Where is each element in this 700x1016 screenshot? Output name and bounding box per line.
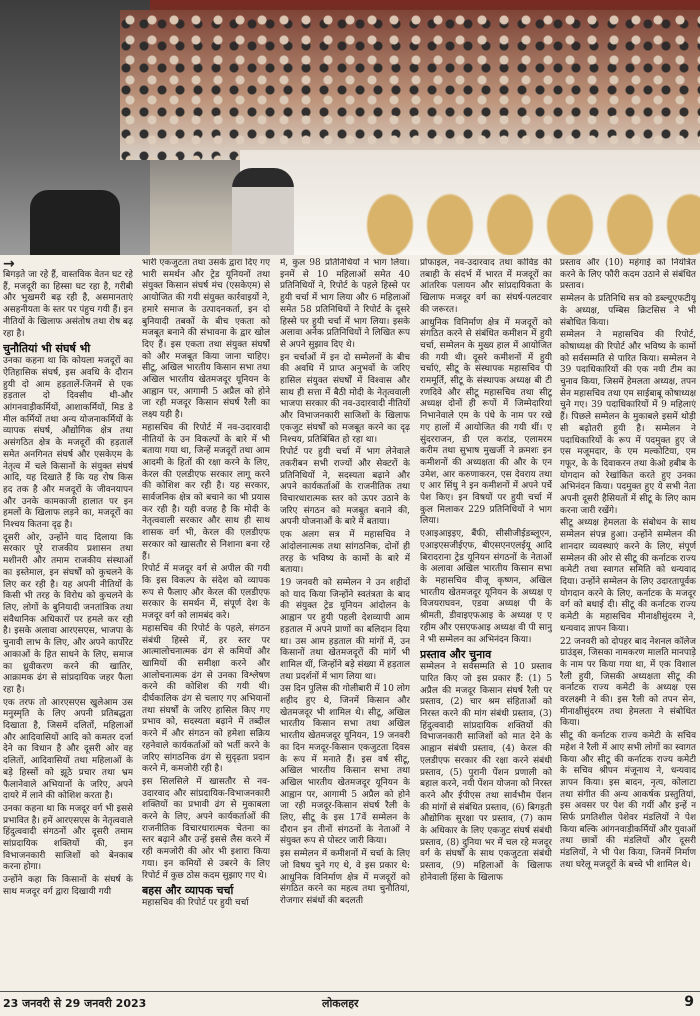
paragraph: सम्मेलन ने सर्वसम्मति से 10 प्रस्ताव पारित किए जो इस प्रकार हैं: (1) 5 अप्रैल की मजदूर किसान संघर्ष रैली पर प्रस्ताव, (2) चार श्रम संहिताओं को निरस्त करने की मांग संबंधी प्रस्ताव, (3) हिंदुत्ववादी सांप्रदायिक शक्तियों की विभाजनकारी साजिशों को मात देने के आह्वान संबंधी प्रस्ताव, (4) केरल की एलडीएफ सरकार की रक्षा करने संबंधी प्रस्ताव, (5) पुरानी पेंशन प्रणाली को बहाल करने, नयी पेंशन योजना को निरस्त करने और ईपीएस तथा सार्वभौम पेंशन की मांगों से संबंधित प्रस्ताव, (6) बिगड़ती औद्योगिक सुरक्षा पर प्रस्ताव, (7) काम के अधिकार के लिए एकजुट संघर्ष संबंधी प्रस्ताव, (8) दुनिया भर में चल रहे मजदूर वर्ग के संघर्षों के साथ एकजुटता संबंधी प्रस्ताव, (9) महिलाओं के खिलाफ होनेवाली हिंसा के खिलाफ — [420, 662, 552, 883]
column-3 — [280, 258, 410, 990]
page-number: 9 — [684, 994, 694, 1010]
paragraph: प्रोफाइल, नव-उदारवाद तथा कोविड की तबाही के संदर्भ में भारत में मजदूरों का आंतरिक पलायन और सांप्रदायिकता के खिलाफ मजदूर वर्ग का संघर्ष-पलटवार की जरूरत। — [420, 258, 552, 315]
paragraph: महासचिव की रिपोर्ट पर हुयी चर्चा — [142, 898, 249, 909]
paragraph: 22 जनवरी को दोपहर बाद नेशनल कॉलेज ग्राउंड्स, जिसका नामकरण मालति मानपाड़े के नाम पर किया गया था, में एक विशाल रैली हुयी, जिसकी अध्यक्षता सीटू की कर्नाटक राज्य कमेटी के अध्यक्ष एस वरलक्ष्मी ने की। इस रैली को तपन सेन, मीनाक्षीसुंदरम तथा हेमलता ने संबोधित किया। — [560, 636, 696, 729]
continued-arrow-icon: → — [3, 258, 15, 272]
paragraph: महासचिव की रिपोर्ट के पहले, संगठन संबंधी हिस्से में, हर स्तर पर आत्मालोचनात्मक ढंग से कमियों और खामियों की समीक्षा करने और आलोचनात्मक ढंग से उनका विश्लेषण करने की कोशिश की गयी थी। दीर्घकालिक ढंग से चलाए गए अभियानों तथा संघर्षों के जरिए हासिल किए गए प्रभाव को, सदस्यता बढ़ाने में तब्दील करने में और संगठन को हमेशा सक्रिय रहनेवाले कार्यकर्ताओं को भर्ती करने के जरिए सांगठनिक ढंग से सुदृढ़ता प्रदान करने में, कमजोरी रही है। — [142, 623, 270, 775]
section-heading: प्रस्ताव और चुनाव — [420, 648, 492, 662]
paragraph: में, कुल 98 प्रतिनिधियों ने भाग लिया। इनमें से 10 महिलाओं समेत 40 प्रतिनिधियों ने, रिपोर्ट के पहले हिस्से पर हुयी चर्चा में भाग लिया और 6 महिलाओं समेत 58 प्रतिनिधियों ने रिपोर्ट के दूसरे हिस्से पर हुयी चर्चा में भाग लिया। इसके अलावा अनेक प्रतिनिधियों ने लिखित रूप से अपने सुझाव दिए थे। — [280, 258, 410, 350]
photo-chairs — [360, 185, 700, 255]
paragraph: सीटू की कर्नाटक राज्य कमेटी के सचिव महेश ने रैली में आए सभी लोगों का स्वागत किया और सीटू की कर्नाटक राज्य कमेटी के सचिव श्रीपन मंजूनाथ ने, धन्यवाद ज्ञापन किया। इस बादन, नृत्य, कोलाटा तथा संगीत की अन्य आकर्षक प्रस्तुतियां, इस अवसर पर पेश की गयीं और इन्हें न सिर्फ प्रगतिशील पेशेवर मंडलियों ने पेश किया बल्कि आंगनवाड़ीकर्मियों और युवाओं तथा छात्रों की मंडलियों और दूसरी मंडलियों, ने भी पेश किया, जिनमें निर्माण तथा घरेलू मजदूरों के बच्चे भी शामिल थे। — [560, 731, 696, 870]
paragraph: दूसरी ओर, उन्होंने याद दिलाया कि सरकार पूरे राजकीय प्रशासन तथा मशीनरी और तमाम राजकीय संस्थाओं का इस्तेमाल, इन संघर्षों को कुचलने के लिए कर रही है। यह अपनी नीतियों के किसी भी तरह के विरोध को कुचलने के लिए, लोगों के बुनियादी जनतांत्रिक तथा संवैधानिक अधिकारों पर हमले कर रही है। इसके अलावा आरएसएस, भाजपा के चुनावी लाभ के लिए, और अपने कार्पोरेट आकाओं के हित साधने के लिए, समाज का ध्रुवीकरण करने की खातिर, आक्रामक ढंग से सांप्रदायिक जहर फैला रहा है। — [3, 532, 133, 695]
conference-photo — [0, 0, 700, 255]
paragraph: उनका कहना था कि कोयला मजदूरों का ऐतिहासिक संघर्ष, इस अवधि के दौरान हुयी दो आम हड़तालें-जिनमें से एक हड़ताल दो दिवसीय थी-और आंगनवाड़ीकर्मियों, आशाकर्मियों, मिड डे मील कर्मियों तथा अन्य योजनाकर्मियों के व्यापक संघर्ष, औद्योगिक क्षेत्र तथा असंगठित क्षेत्र के मजदूरों की हड़तालें समेत अनगिनत संघर्ष और एसकेएम के नेतृत्व में चले किसानों के संयुक्त संघर्ष आदि, यह दिखाते हैं कि यह रोष किस हद तक है और मजदूरों के जीवनयापन और उनके कामकाजी हालात पर इन हमलों के खिलाफ लड़ने का, मजदूरों का निश्चय कितना दृढ़ है। — [3, 356, 133, 531]
photo-delegates-crowd — [120, 10, 700, 160]
paragraph: इन चर्चाओं में इन दो सम्मेलनों के बीच की अवधि में प्राप्त अनुभवों के जरिए हासिल संयुक्त संघर्षों में विश्वास और साथ ही सत्ता में बैठी मोदी के नेतृत्ववाली भाजपा सरकार की नव-उदारवादी नीतियों और विभाजनकारी साजिशों के खिलाफ एकजुट संघर्षों को मजबूत करने का दृढ़ निश्चय, प्रतिबिंबित हो रहा था। — [280, 352, 410, 445]
publication-name: लोकलहर — [322, 997, 359, 1010]
section-heading: बहस और व्यापक चर्चा — [142, 884, 234, 898]
photo-speaker-figure — [232, 168, 294, 255]
paragraph: इस सिलसिले में खासतौर से नव-उदारवाद और सांप्रदायिक-विभाजनकारी शक्तियों का प्रभावी ढंग से मुकाबला करने के लिए, अपने कार्यकर्ताओं की राजनीतिक विचारधारात्मक चेतना का स्तर बढ़ाने और उन्हें इससे लैस करने में रही कमजोरी की ओर भी इशारा किया गया। इन कमियों से उबरने के लिए रिपोर्ट में कुछ ठोस कदम सुझाए गए थे। — [142, 776, 270, 881]
paragraph: इस सम्मेलन में कमीशनों में चर्चा के लिए जो विषय चुने गए थे, वे इस प्रकार थे: आधुनिक विनिर्माण क्षेत्र में मजदूरों को संगठित करने का महत्व तथा चुनौतियां, रोजगार संबंधों की बदलती — [280, 849, 410, 906]
column-4 — [420, 258, 552, 990]
paragraph: उस दिन पुलिस की गोलीबारी में 10 लोग शहीद हुए थे, जिनमें किसान और खेतमजदूर भी शामिल थे। सीटू, अखिल भारतीय किसान सभा तथा अखिल भारतीय खेतमजदूर यूनियन, 19 जनवरी का दिन मजदूर-किसान एकजुटता दिवस के रूप में मनाते हैं। इस वर्ष सीटू, अखिल भारतीय किसान सभा तथा अखिल भारतीय खेतमजदूर यूनियन के आह्वान पर, आगामी 5 अप्रैल को होने जा रही मजदूर-किसान संघर्ष रैली के लिए, सीटू के इस 17वें सम्मेलन के दौरान इन तीनों संगठनों के नेताओं ने संयुक्त रूप से पोस्टर जारी किया। — [280, 684, 410, 847]
paragraph: एक तरफ तो आरएसएस खुलेआम उस मनुस्मृति के लिए अपनी प्रतिबद्धता दिखाता है, जिसमें दलितों, महिलाओं और आदिवासियों आदि को कमतर दर्जा देने का विधान है और दूसरी ओर वह दलितों, आदिवासियों तथा महिलाओं के बड़े हिस्सों को झूठे प्रचार तथा भ्रम फैलानेवाले अभियानों के जरिए, अपने दायरे में लाने की कोशिश करता है। — [3, 697, 133, 802]
photo-reporter-figure — [30, 190, 120, 255]
article-body — [0, 258, 700, 990]
paragraph: आधुनिक विनिर्माण क्षेत्र में मजदूरों को संगठित करने से संबंधित कमीशन में हुयी चर्चा, सम्मेलन के मुख्य हाल में आयोजित की गयी थी। दूसरे कमीशनों में हुयी चर्चाएं, सीटू के संस्थापक महासचिव पी राममूर्ति, सीटू के संस्थापक अध्यक्ष बी टी रणदिवे और सीटू महासचिव तथा सीटू अध्यक्ष दोनों ही रूपों में जिम्मेदारियां निभानेवाले एम के पंधे के नाम पर रखे गए हालों में आयोजित की गयी थीं। ए सुंदरराजन, डी एल करांड, एलामरम करीम तथा सुभाष मुखर्जी ने क्रमशः इन कमीशनों की अध्यक्षता की और के एन उमेश, आर करुणाकरन, एस देवराय तथा ए आर सिंधु ने इन कमीशनों में अपने पर्चे पेश किए। इन विषयों पर हुयी चर्चा में कुल मिलाकर 229 प्रतिनिधियों ने भाग लिया। — [420, 317, 552, 527]
paragraph: सम्मेलन के प्रतिनिधि सत्र को डब्ल्यूएफटीयू के अध्यक्ष, पम्बिस क्रिटसिस ने भी संबोधित किया। — [560, 294, 696, 328]
paragraph: 19 जनवरी को सम्मेलन ने उन शहीदों को याद किया जिन्होंने स्वतंत्रता के बाद की संयुक्त ट्रेड यूनियन आंदोलन के आह्वान पर हुयी पहली देशव्यापी आम हड़ताल में अपने प्राणों का बलिदान दिया था। उस आम हड़ताल की मांगों में, उन किसानों तथा खेतमजदूरों की मांगें भी शामिल थीं, जिन्होंने बड़े संख्या में हड़ताल तथा प्रदर्शनों में भाग लिया था। — [280, 577, 410, 682]
paragraph: बिगड़ते जा रहे हैं, वास्तविक वेतन घट रहे हैं, मजदूरी का हिस्सा घट रहा है, गरीबी और भुखमरी बढ़ रही है, असमानताएं असहनीयता के स्तर पर पंहुच गयी हैं। इन नीतियों के खिलाफ असंतोष तथा रोष बढ़ रहा है। — [3, 270, 133, 339]
column-5 — [560, 258, 696, 990]
paragraph: उन्होंने कहा कि किसानों के संघर्ष के साथ मजदूर वर्ग द्वारा दिखायी गयी — [3, 875, 133, 897]
paragraph: उनका कहना था कि मजदूर वर्ग भी इससे प्रभावित है। हमें आरएसएस के नेतृत्ववाले हिंदुत्ववादी संगठनों और दूसरी तमाम सांप्रदायिक शक्तियों की, इन विभाजनकारी साजिशों को बेनकाब करना होगा। — [3, 803, 133, 873]
column-2 — [142, 258, 270, 990]
paragraph: एक अलग सत्र में महासचिव ने आंदोलनात्मक तथा सांगठनिक, दोनों ही तरह के भविष्य के कामों के बारे में बताया। — [280, 530, 410, 576]
page-footer — [0, 994, 700, 1014]
column-1 — [3, 258, 133, 990]
paragraph: भारी एकजुटता तथा उसके द्वारा दिए गए भारी समर्थन और ट्रेड यूनियनों तथा संयुक्त किसान संघर्ष मंच (एसकेएम) से आयोजित की गयी संयुक्त कार्रवाइयों ने, हमारे समाज के उत्पादनकर्ता, इन दो बुनियादी तबकों के बीच एकता को मजबूत बनाने की संभावना के द्वार खोल दिए हैं। इस एकता तथा संयुक्त संघर्षों को और मजबूत किया जाना चाहिए। सीटू, अखिल भारतीय किसान सभा तथा अखिल भारतीय खेतमजदूर यूनियन के आह्वान पर, आगामी 5 अप्रैल को होने जा रही मजदूर किसान संघर्ष रैली का लक्ष्य यही है। — [142, 258, 270, 421]
section-heading: चुनौतियां भी संघर्ष भी — [3, 342, 91, 356]
paragraph: महासचिव की रिपोर्ट में नव-उदारवादी नीतियों के उन विकल्पों के बारे में भी बताया गया था, जिन्हें मजदूरों तथा आम आदमी के हितों की रक्षा करने के लिए, केरल की एलडीएफ सरकार लागू करने की कोशिश कर रही है। यह सरकार, सार्वजनिक क्षेत्र को बचाने का भी प्रयास कर रही है। यही वजह है कि मोदी के नेतृत्ववाली सरकार और साथ ही साथ शासक वर्ग भी, केरल की एलडीएफ सरकार को खासतौर से निशाना बना रहे हैं। — [142, 422, 270, 562]
paragraph: रिपोर्ट पर हुयी चर्चा में भाग लेनेवाले तकरीबन सभी राज्यों और सेक्टरों के प्रतिनिधियों ने, सदस्यता बढ़ाने और अपने कार्यकर्ताओं के राजनीतिक तथा विचारधारात्मक स्तर को ऊपर उठाने के जरिए संगठन को मजबूत बनाने की, अपनी योजनाओं के बारे में बताया। — [280, 447, 410, 528]
paragraph: एआइआइइए, बैंफी, सीसीजीईडब्लूएन, एआइएसजीईएफ, बीएसएनएलईयू आदि बिरादराना ट्रेड यूनियन संगठनों के नेताओं के अलावा अखिल भारतीय किसान सभा के महासचिव वीजू कृष्णन, अखिल भारतीय खेतमजदूर यूनियन के अध्यक्ष ए विजयराघवन, एडवा अध्यक्ष पी के श्रीमती, डीवाइएफआइ के अध्यक्ष ए ए रहीम और एसएफआइ अध्यक्ष वी पी सानु ने भी सम्मेलन का अभिनंदन किया। — [420, 529, 552, 645]
issue-date: 23 जनवरी से 29 जनवरी 2023 — [3, 997, 147, 1010]
paragraph: प्रस्ताव और (10) महंगाई को नियंत्रित करने के लिए फौरी कदम उठाने से संबंधित प्रस्ताव। — [560, 258, 696, 292]
paragraph: रिपोर्ट में मजदूर वर्ग से अपील की गयी कि इस विकल्प के संदेश को व्यापक रूप से फैलाए और केरल की एलडीएफ सरकार के समर्थन में, संपूर्ण देश के मजदूर वर्ग को लामबंद करे। — [142, 564, 270, 622]
footer-divider — [0, 991, 700, 992]
paragraph: सीटू अध्यक्ष हेमलता के संबोधन के साथ सम्मेलन संपन्न हुआ। उन्होंने सम्मेलन की शानदार व्यवस्थाएं करने के लिए, संपूर्ण सम्मेलन की ओर से सीटू की कर्नाटक राज्य कमेटी तथा स्वागत समिति को धन्यवाद दिया। उन्होंने सम्मेलन के लिए उदारतापूर्वक योगदान करने के लिए, कर्नाटक के मजदूर वर्ग को बधाई दी। सीटू की कर्नाटक राज्य कमेटी के महासचिव मीनाक्षीसुंदरम ने, धन्यवाद ज्ञापन किया। — [560, 518, 696, 634]
paragraph: सम्मेलन ने महासचिव की रिपोर्ट, कोषाध्यक्ष की रिपोर्ट और भविष्य के कामों को सर्वसम्मति से पारित किया। सम्मेलन ने 39 पदाधिकारियों की एक नयी टीम का चुनाव किया, जिसमें हेमलता अध्यक्ष, तपन सेन महासचिव तथा एम साईबाबू कोषाध्यक्ष चुने गए। 39 पदाधिकारियों में 9 महिलाएं हैं। पिछले सम्मेलन के मुकाबले इसमें थोड़ी सी बढ़ोतरी हुयी है। सम्मेलन ने पदाधिकारियों के रूप में पदमुक्त हुए जे एस मजूमदार, के एम मल्कोटिया, एम गफूर, के के दिवाकरन तथा केओ हबीब के योगदान को रेखांकित करते हुए उनका अभिनंदन किया। पदमुक्त हुए ये सभी नेता अपनी दूसरी हैसियतों में सीटू के लिए काम करना जारी रखेंगे। — [560, 330, 696, 516]
